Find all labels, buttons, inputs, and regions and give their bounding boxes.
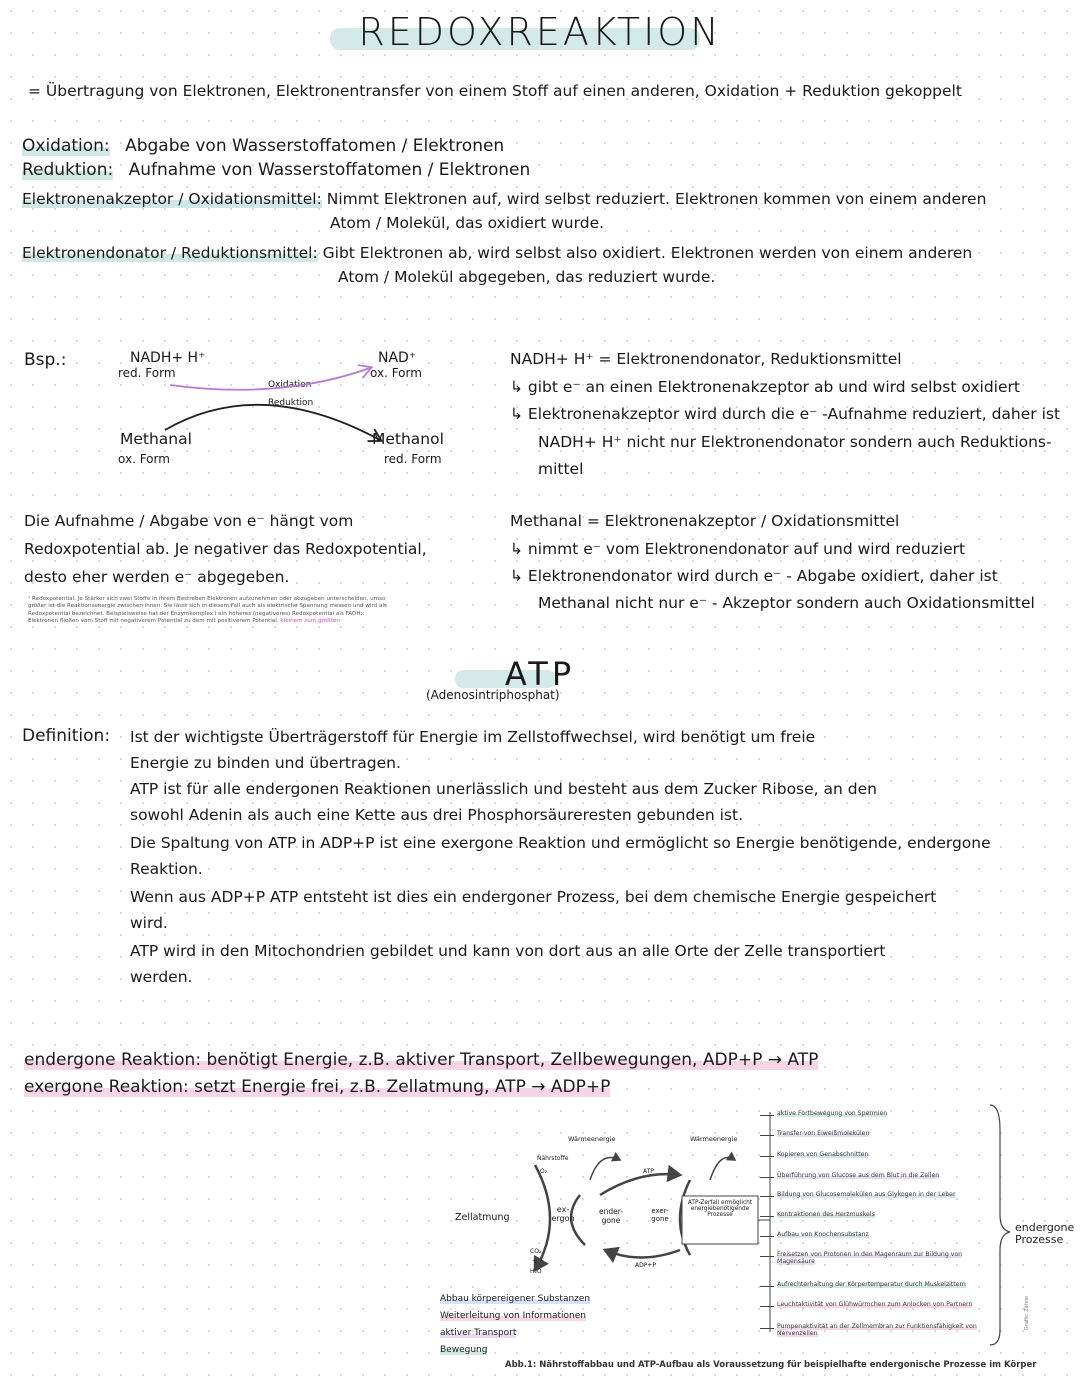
- nadh-note-4: mittel: [538, 460, 584, 478]
- atp-label: ATP: [643, 1168, 654, 1175]
- example-label: Bsp.:: [24, 350, 67, 370]
- process-6: Aufbau von Knochensubstanz: [777, 1231, 869, 1238]
- left-list-3: Bewegung: [440, 1345, 488, 1355]
- atp-subtitle: (Adenosintriphosphat): [426, 688, 560, 702]
- reduktion-label: Reduktion:: [22, 160, 114, 180]
- process-4: Bildung von Glucosemolekülen aus Glykogen in der Leber: [777, 1191, 956, 1198]
- oxidation-text: Abgabe von Wasserstoffatomen / Elektronen: [125, 136, 505, 156]
- atp-def-4: sowohl Adenin als auch eine Kette aus drei Phosphorsäureresten gebunden ist.: [130, 806, 743, 824]
- exergon-label: ex-ergon: [551, 1205, 575, 1223]
- process-10: Pumpenaktivität an der Zellmembran zur Funktionsfähigkeit von Nervenzellen: [777, 1323, 977, 1337]
- potential-footnote-text: ¹ Redoxpotential: Je Stärker sich zwei Stoffe in ihrem Bestreben Elektronen aufzunehmen oder abzugeben unterscheiden, umso größer ist die Reaktionsenergie zwischen ihnen. Sie lässt sich in diesem Fall auch als elektrische Spannung messen und wird als Redoxpotential bezeichnet. Beispielsweise hat der Enzymkomplex I ein höheres (negativeres) Redoxpotential als FADH₂. Elektronen fließen vom Stoff mit negativerem Potential zu dem mit positiverem Potential.: [28, 596, 387, 625]
- left-list-1: Weiterleitung von Informationen: [440, 1311, 586, 1321]
- potential-line-1: Die Aufnahme / Abgabe von e⁻ hängt vom: [24, 512, 354, 530]
- donator-text-1: Gibt Elektronen ab, wird selbst also oxidiert. Elektronen werden von einem anderen: [322, 244, 973, 262]
- oxidation-arrow-label: Oxidation: [268, 380, 312, 390]
- oxidation-label: Oxidation:: [22, 136, 110, 156]
- atp-def-1: Ist der wichtigste Überträgerstoff für Energie im Zellstoffwechsel, wird benötigt um freie: [130, 728, 816, 746]
- left-list-2: aktiver Transport: [440, 1328, 517, 1338]
- methanal-form: ox. Form: [118, 452, 170, 466]
- process-0: aktive Fortbewegung von Spermien: [777, 1110, 888, 1117]
- methanal-label: Methanal: [120, 430, 192, 448]
- process-2: Kopieren von Genabschnitten: [777, 1151, 869, 1158]
- waerme-label-2: Wärmeenergie: [690, 1135, 738, 1143]
- akzeptor-text-2: Atom / Molekül, das oxidiert wurde.: [330, 214, 605, 232]
- nad-form: ox. Form: [370, 366, 422, 380]
- zellatmung-label: Zellatmung: [455, 1212, 510, 1223]
- atp-def-3: ATP ist für alle endergonen Reaktionen unerlässlich und besteht aus dem Zucker Ribose, an den: [130, 780, 877, 798]
- methanol-label: Methanol: [372, 430, 444, 448]
- co2-label: CO₂: [530, 1248, 542, 1255]
- nadh-note-head: NADH+ H⁺ = Elektronendonator, Reduktionsmittel: [510, 350, 902, 368]
- potential-line-2: Redoxpotential ab. Je negativer das Redoxpotential,: [24, 540, 427, 558]
- potential-footnote-pink: kleinem zum größten: [280, 618, 340, 625]
- methanal-note-2: ↳ Elektronendonator wird durch e⁻ - Abgabe oxidiert, daher ist: [510, 567, 998, 585]
- nadh-label: NADH+ H⁺: [130, 350, 206, 366]
- process-8: Aufrechterhaltung der Körpertemperatur durch Muskelzittern: [777, 1281, 966, 1288]
- endergone-prozesse-label: endergone Prozesse: [1015, 1221, 1075, 1246]
- akzeptor-text-1: Nimmt Elektronen auf, wird selbst reduziert. Elektronen kommen von einem anderen: [326, 190, 987, 208]
- reduktion-text: Aufnahme von Wasserstoffatomen / Elektronen: [128, 160, 531, 180]
- atp-def-8: wird.: [130, 914, 168, 932]
- nadh-note-2: ↳ Elektronenakzeptor wird durch die e⁻ -Aufnahme reduziert, daher ist: [510, 405, 1061, 423]
- zerfall-label: ATP-Zerfall ermöglicht energiebenötigende Prozesse: [687, 1200, 753, 1218]
- page-title: REDOXREAKTION: [358, 10, 722, 54]
- atp-def-6: Reaktion.: [130, 860, 203, 878]
- left-list-0: Abbau körpereigener Substanzen: [440, 1294, 591, 1304]
- atp-def-5: Die Spaltung von ATP in ADP+P ist eine exergone Reaktion und ermöglicht so Energie benötigende, endergone: [130, 834, 991, 852]
- waerme-arrow-2: [710, 1158, 735, 1181]
- redox-definition: = Übertragung von Elektronen, Elektronentransfer von einem Stoff auf einen anderen, Oxidation + Reduktion gekoppelt: [28, 82, 962, 100]
- exergone-label: exer-gone: [651, 1207, 669, 1223]
- adp-arrow: [605, 1250, 680, 1258]
- nadh-form: red. Form: [118, 366, 176, 380]
- akzeptor-label: Elektronenakzeptor / Oxidationsmittel:: [22, 190, 322, 208]
- process-9: Leuchtaktivität von Glühwürmchen zum Anlocken von Partnern: [777, 1301, 973, 1308]
- methanal-note-1: ↳ nimmt e⁻ vom Elektronendonator auf und wird reduziert: [510, 540, 966, 558]
- vertical-credit: Grafik: Zähne: [1024, 1295, 1031, 1331]
- endergon-label: ender-gone: [598, 1207, 624, 1225]
- reduktion-arrow-label: Reduktion: [268, 398, 314, 408]
- exergon-text: exergone Reaktion: setzt Energie frei, z.B. Zellatmung, ATP → ADP+P: [24, 1077, 611, 1097]
- adp-label: ADP+P: [635, 1262, 656, 1269]
- atp-def-label: Definition:: [22, 726, 111, 746]
- process-5: Kontraktionen des Herzmuskels: [777, 1211, 875, 1218]
- process-7: Freisetzen von Protonen in den Magenraum zur Bildung von Magensäure: [777, 1251, 963, 1265]
- endergon-text: endergone Reaktion: benötigt Energie, z.B. aktiver Transport, Zellbewegungen, ADP+P → ATP: [24, 1050, 819, 1070]
- process-3: Überführung von Glucose aus dem Blut in die Zellen: [777, 1172, 940, 1179]
- plus-label: +: [532, 1258, 538, 1265]
- waerme-label-1: Wärmeenergie: [568, 1135, 616, 1143]
- methanal-note-3: Methanal nicht nur e⁻ - Akzeptor sondern auch Oxidationsmittel: [538, 594, 1035, 612]
- atp-title: ATP: [504, 655, 576, 693]
- potential-line-3: desto eher werden e⁻ abgegeben.: [24, 568, 290, 586]
- donator-text-2: Atom / Molekül abgegeben, das reduziert wurde.: [338, 268, 716, 286]
- nadh-note-1: ↳ gibt e⁻ an einen Elektronenakzeptor ab und wird selbst oxidiert: [510, 378, 1020, 396]
- figure-caption: Abb.1: Nährstoffabbau und ATP-Aufbau als Voraussetzung für beispielhafte endergonische Prozesse im Körper: [505, 1360, 1037, 1370]
- naehrstoffe-label: Nährstoffe: [537, 1155, 569, 1162]
- nadh-note-3: NADH+ H⁺ nicht nur Elektronendonator sondern auch Reduktions-: [538, 433, 1052, 451]
- atp-arrow: [600, 1174, 680, 1195]
- waerme-arrow-1: [590, 1158, 620, 1181]
- methanol-form: red. Form: [384, 452, 442, 466]
- nad-label: NAD⁺: [378, 350, 417, 366]
- h2o-label: H₂O: [530, 1268, 542, 1275]
- atp-def-10: werden.: [130, 968, 193, 986]
- curly-brace: [990, 1105, 1010, 1345]
- atp-def-9: ATP wird in den Mitochondrien gebildet und kann von dort aus an alle Orte der Zelle transportiert: [130, 942, 886, 960]
- o2-label: O₂: [540, 1168, 548, 1175]
- methanal-note-head: Methanal = Elektronenakzeptor / Oxidationsmittel: [510, 512, 900, 530]
- atp-def-2: Energie zu binden und übertragen.: [130, 754, 401, 772]
- process-1: Transfer von Eiweißmolekülen: [777, 1130, 870, 1137]
- donator-label: Elektronendonator / Reduktionsmittel:: [22, 244, 318, 262]
- atp-def-7: Wenn aus ADP+P ATP entsteht ist dies ein endergoner Prozess, bei dem chemische Energie gespeichert: [130, 888, 937, 906]
